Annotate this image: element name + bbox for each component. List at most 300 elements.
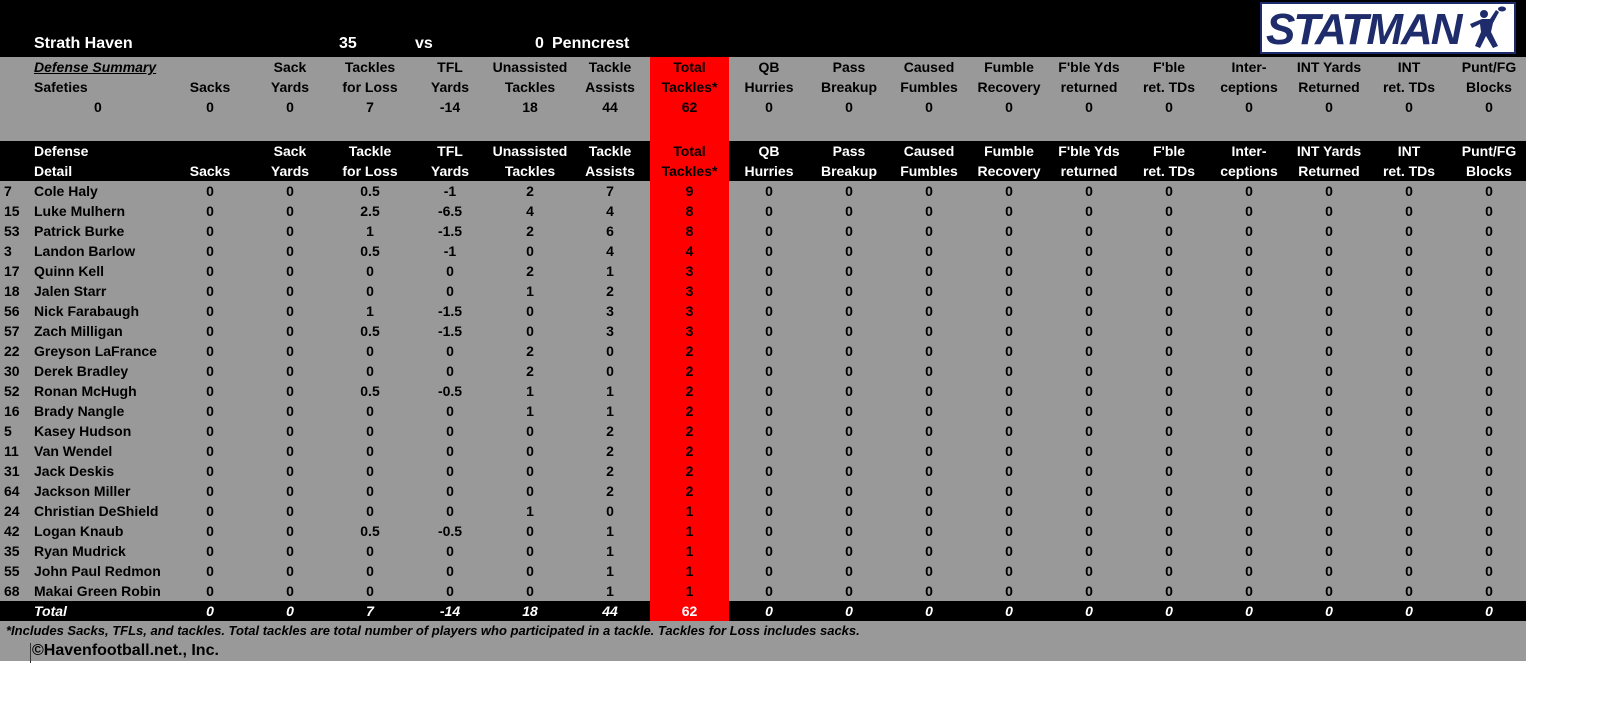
summary-header-bottom-14: Returned [1298, 79, 1360, 95]
player-stat-6: 1 [650, 501, 729, 521]
player-stat-15: 0 [1405, 403, 1413, 419]
player-stat-7: 0 [765, 463, 773, 479]
player-number: 57 [4, 323, 20, 339]
player-stat-14: 0 [1325, 383, 1333, 399]
vs-label: vs [415, 35, 433, 52]
player-stat-5: 4 [606, 203, 614, 219]
player-number: 64 [4, 483, 20, 499]
player-stat-12: 0 [1165, 463, 1173, 479]
player-stat-12: 0 [1165, 583, 1173, 599]
player-stat-5: 2 [606, 283, 614, 299]
summary-value-13: 0 [1245, 99, 1253, 115]
player-stat-1: 0 [286, 383, 294, 399]
player-stat-0: 0 [206, 203, 214, 219]
summary-header-top-12: F'ble [1152, 59, 1186, 75]
player-stat-16: 0 [1485, 263, 1493, 279]
player-stat-16: 0 [1485, 563, 1493, 579]
player-name: Nick Farabaugh [34, 303, 140, 319]
quarterback-icon [1470, 7, 1506, 49]
player-stat-11: 0 [1085, 283, 1093, 299]
player-stat-15: 0 [1405, 203, 1413, 219]
player-stat-1: 0 [286, 483, 294, 499]
player-stat-0: 0 [206, 523, 214, 539]
player-stat-8: 0 [845, 183, 853, 199]
player-stat-16: 0 [1485, 443, 1493, 459]
player-stat-11: 0 [1085, 203, 1093, 219]
detail-header-top-6: Total [650, 141, 729, 161]
player-stat-16: 0 [1485, 423, 1493, 439]
player-stat-0: 0 [206, 323, 214, 339]
player-number: 30 [4, 363, 20, 379]
summary-header-top-13: Inter- [1231, 59, 1267, 75]
copyright: ©Havenfootball.net., Inc. [0, 641, 1526, 661]
player-stat-14: 0 [1325, 323, 1333, 339]
player-stat-6: 1 [650, 521, 729, 541]
player-stat-13: 0 [1245, 403, 1253, 419]
player-stat-8: 0 [845, 263, 853, 279]
detail-header-bottom-0: Sacks [189, 163, 231, 179]
player-stat-4: 1 [526, 283, 534, 299]
player-stat-7: 0 [765, 443, 773, 459]
player-number: 11 [4, 443, 19, 459]
player-stat-0: 0 [206, 443, 214, 459]
player-stat-11: 0 [1085, 343, 1093, 359]
player-stat-0: 0 [206, 183, 214, 199]
statman-logo [1260, 2, 1516, 54]
player-stat-7: 0 [765, 263, 773, 279]
player-stat-9: 0 [925, 303, 933, 319]
summary-header-bottom-16: Blocks [1466, 79, 1512, 95]
player-stat-2: 0 [366, 463, 374, 479]
player-stat-9: 0 [925, 263, 933, 279]
player-stat-13: 0 [1245, 503, 1253, 519]
detail-header-top-3: TFL [437, 143, 463, 159]
player-stat-9: 0 [925, 563, 933, 579]
player-stat-4: 2 [526, 363, 534, 379]
player-stat-13: 0 [1245, 283, 1253, 299]
total-value-8: 0 [845, 603, 853, 619]
player-stat-0: 0 [206, 303, 214, 319]
player-stat-6: 4 [650, 241, 729, 261]
player-name: Brady Nangle [34, 403, 125, 419]
player-stat-2: 0.5 [360, 323, 380, 339]
player-stat-11: 0 [1085, 263, 1093, 279]
player-stat-12: 0 [1165, 563, 1173, 579]
summary-value-12: 0 [1165, 99, 1173, 115]
player-stat-1: 0 [286, 543, 294, 559]
player-name: Logan Knaub [34, 523, 124, 539]
summary-header-bottom-9: Fumbles [900, 79, 958, 95]
player-stat-10: 0 [1005, 543, 1013, 559]
player-stat-5: 3 [606, 303, 614, 319]
player-stat-12: 0 [1165, 403, 1173, 419]
player-stat-5: 4 [606, 243, 614, 259]
player-number: 3 [4, 243, 12, 259]
player-stat-3: -6.5 [437, 203, 463, 219]
player-stat-2: 0.5 [360, 243, 380, 259]
player-stat-1: 0 [286, 203, 294, 219]
player-stat-10: 0 [1005, 443, 1013, 459]
player-stat-2: 0.5 [360, 383, 380, 399]
summary-value-2: 7 [366, 99, 374, 115]
table-row [0, 301, 1526, 321]
table-row [0, 441, 1526, 461]
player-stat-13: 0 [1245, 303, 1253, 319]
player-table [0, 181, 1526, 601]
player-stat-15: 0 [1405, 463, 1413, 479]
player-stat-5: 1 [606, 543, 614, 559]
player-stat-5: 0 [606, 503, 614, 519]
player-stat-12: 0 [1165, 343, 1173, 359]
detail-header-top-7: QB [758, 143, 780, 159]
summary-value-14: 0 [1325, 99, 1333, 115]
player-stat-6: 2 [650, 441, 729, 461]
table-row [0, 221, 1526, 241]
player-stat-4: 0 [526, 323, 534, 339]
player-stat-4: 0 [526, 303, 534, 319]
player-stat-12: 0 [1165, 423, 1173, 439]
table-row [0, 521, 1526, 541]
player-stat-7: 0 [765, 343, 773, 359]
player-stat-1: 0 [286, 503, 294, 519]
player-stat-3: 0 [446, 403, 454, 419]
detail-header-top-9: Caused [903, 143, 955, 159]
player-stat-3: 0 [446, 363, 454, 379]
player-name: Patrick Burke [34, 223, 125, 239]
player-name: Jack Deskis [34, 463, 115, 479]
player-stat-9: 0 [925, 523, 933, 539]
player-stat-5: 1 [606, 583, 614, 599]
table-row [0, 381, 1526, 401]
player-stat-8: 0 [845, 283, 853, 299]
player-stat-3: 0 [446, 423, 454, 439]
player-stat-11: 0 [1085, 483, 1093, 499]
table-row [0, 421, 1526, 441]
player-name: Cole Haly [34, 183, 98, 199]
total-value-10: 0 [1005, 603, 1013, 619]
total-value-7: 0 [765, 603, 773, 619]
player-name: Kasey Hudson [34, 423, 132, 439]
player-stat-3: -1 [443, 183, 457, 199]
player-stat-4: 0 [526, 583, 534, 599]
summary-header-top-5: Tackle [588, 59, 632, 75]
player-stat-16: 0 [1485, 203, 1493, 219]
player-stat-8: 0 [845, 303, 853, 319]
summary-header-bottom-8: Breakup [820, 79, 878, 95]
total-value-0: 0 [206, 603, 214, 619]
summary-value-7: 0 [765, 99, 773, 115]
player-stat-12: 0 [1165, 483, 1173, 499]
player-stat-8: 0 [845, 403, 853, 419]
total-value-14: 0 [1325, 603, 1333, 619]
player-stat-9: 0 [925, 423, 933, 439]
player-stat-2: 0 [366, 363, 374, 379]
player-stat-9: 0 [925, 343, 933, 359]
player-stat-2: 0 [366, 403, 374, 419]
player-name: Van Wendel [34, 443, 113, 459]
player-stat-7: 0 [765, 363, 773, 379]
player-stat-3: 0 [446, 583, 454, 599]
table-row [0, 321, 1526, 341]
detail-header-bottom-6: Tackles* [650, 161, 729, 181]
player-stat-14: 0 [1325, 523, 1333, 539]
player-stat-0: 0 [206, 423, 214, 439]
player-stat-2: 0.5 [360, 523, 380, 539]
player-stat-11: 0 [1085, 583, 1093, 599]
summary-header-bottom [0, 77, 1526, 97]
player-number: 7 [4, 183, 12, 199]
player-stat-13: 0 [1245, 523, 1253, 539]
player-stat-11: 0 [1085, 463, 1093, 479]
player-stat-6: 3 [650, 261, 729, 281]
player-stat-5: 1 [606, 403, 614, 419]
player-stat-9: 0 [925, 183, 933, 199]
player-name: Quinn Kell [34, 263, 104, 279]
detail-header-bottom-9: Fumbles [900, 163, 958, 179]
player-stat-10: 0 [1005, 243, 1013, 259]
player-stat-3: -0.5 [437, 523, 463, 539]
player-stat-14: 0 [1325, 563, 1333, 579]
summary-header-top-7: QB [758, 59, 780, 75]
summary-header-bottom-0: Sacks [189, 79, 231, 95]
player-stat-1: 0 [286, 183, 294, 199]
player-stat-6: 2 [650, 381, 729, 401]
player-stat-4: 0 [526, 543, 534, 559]
player-stat-14: 0 [1325, 283, 1333, 299]
player-stat-10: 0 [1005, 323, 1013, 339]
player-stat-6: 1 [650, 581, 729, 601]
away-team: Penncrest [552, 35, 630, 52]
player-stat-14: 0 [1325, 183, 1333, 199]
summary-header-top-6: Total [650, 57, 729, 77]
player-stat-9: 0 [925, 383, 933, 399]
player-stat-5: 6 [606, 223, 614, 239]
summary-header-top-1: Sack [273, 59, 307, 75]
player-stat-5: 0 [606, 363, 614, 379]
player-stat-10: 0 [1005, 303, 1013, 319]
player-stat-16: 0 [1485, 323, 1493, 339]
player-stat-8: 0 [845, 523, 853, 539]
spacer-row [0, 117, 1526, 141]
player-stat-12: 0 [1165, 363, 1173, 379]
player-stat-7: 0 [765, 203, 773, 219]
summary-header-bottom-7: Hurries [744, 79, 794, 95]
player-stat-1: 0 [286, 363, 294, 379]
player-stat-6: 8 [650, 221, 729, 241]
summary-header-top-3: TFL [437, 59, 463, 75]
summary-header-top-14: INT Yards [1296, 59, 1362, 75]
player-stat-0: 0 [206, 563, 214, 579]
table-row [0, 181, 1526, 201]
player-stat-7: 0 [765, 303, 773, 319]
player-stat-1: 0 [286, 323, 294, 339]
player-stat-4: 2 [526, 343, 534, 359]
player-stat-2: 0 [366, 583, 374, 599]
player-stat-7: 0 [765, 483, 773, 499]
player-stat-4: 0 [526, 523, 534, 539]
detail-header-top-15: INT [1397, 143, 1421, 159]
player-stat-8: 0 [845, 203, 853, 219]
detail-header-bottom-1: Yards [270, 163, 310, 179]
player-stat-13: 0 [1245, 203, 1253, 219]
player-stat-1: 0 [286, 403, 294, 419]
summary-value-5: 44 [602, 99, 618, 115]
player-stat-8: 0 [845, 323, 853, 339]
player-stat-8: 0 [845, 483, 853, 499]
summary-value-9: 0 [925, 99, 933, 115]
player-stat-5: 7 [606, 183, 614, 199]
detail-header-bottom-4: Tackles [504, 163, 556, 179]
player-stat-1: 0 [286, 463, 294, 479]
total-label: Total [34, 603, 67, 619]
detail-header-top-8: Pass [832, 143, 866, 159]
player-stat-9: 0 [925, 443, 933, 459]
player-stat-14: 0 [1325, 403, 1333, 419]
player-stat-3: 0 [446, 343, 454, 359]
player-stat-4: 0 [526, 463, 534, 479]
player-number: 35 [4, 543, 20, 559]
player-stat-0: 0 [206, 223, 214, 239]
player-stat-13: 0 [1245, 543, 1253, 559]
detail-header-top [0, 141, 1526, 161]
player-stat-11: 0 [1085, 223, 1093, 239]
player-stat-13: 0 [1245, 183, 1253, 199]
player-stat-4: 1 [526, 503, 534, 519]
player-stat-9: 0 [925, 363, 933, 379]
player-stat-11: 0 [1085, 303, 1093, 319]
player-number: 24 [4, 503, 20, 519]
player-name: John Paul Redmon [34, 563, 161, 579]
player-stat-4: 0 [526, 243, 534, 259]
player-stat-1: 0 [286, 263, 294, 279]
player-stat-15: 0 [1405, 443, 1413, 459]
summary-header-top-2: Tackles [344, 59, 396, 75]
table-row [0, 401, 1526, 421]
player-stat-16: 0 [1485, 223, 1493, 239]
home-team: Strath Haven [34, 35, 133, 52]
player-stat-14: 0 [1325, 203, 1333, 219]
table-row [0, 581, 1526, 601]
summary-header-bottom-12: ret. TDs [1142, 79, 1196, 95]
player-number: 18 [4, 283, 20, 299]
detail-header-bottom-3: Yards [430, 163, 470, 179]
player-name: Christian DeShield [34, 503, 159, 519]
player-stat-8: 0 [845, 543, 853, 559]
player-stat-3: -0.5 [437, 383, 463, 399]
safeties-label: Safeties [34, 79, 88, 95]
player-stat-10: 0 [1005, 403, 1013, 419]
player-stat-12: 0 [1165, 323, 1173, 339]
total-value-16: 0 [1485, 603, 1493, 619]
player-stat-3: 0 [446, 283, 454, 299]
player-stat-3: 0 [446, 483, 454, 499]
player-stat-6: 1 [650, 561, 729, 581]
player-stat-7: 0 [765, 583, 773, 599]
player-stat-14: 0 [1325, 503, 1333, 519]
player-stat-4: 2 [526, 183, 534, 199]
player-stat-11: 0 [1085, 363, 1093, 379]
player-stat-8: 0 [845, 443, 853, 459]
player-stat-3: 0 [446, 463, 454, 479]
summary-value-15: 0 [1405, 99, 1413, 115]
player-stat-7: 0 [765, 383, 773, 399]
player-stat-12: 0 [1165, 303, 1173, 319]
player-stat-8: 0 [845, 563, 853, 579]
player-stat-11: 0 [1085, 503, 1093, 519]
summary-values [0, 97, 1526, 117]
player-stat-10: 0 [1005, 583, 1013, 599]
summary-header-top-11: F'ble Yds [1058, 59, 1120, 75]
player-stat-10: 0 [1005, 383, 1013, 399]
summary-header-bottom-2: for Loss [342, 79, 398, 95]
summary-value-3: -14 [439, 99, 461, 115]
player-stat-8: 0 [845, 363, 853, 379]
table-row [0, 261, 1526, 281]
player-stat-1: 0 [286, 523, 294, 539]
detail-header-bottom-16: Blocks [1466, 163, 1512, 179]
summary-value-0: 0 [206, 99, 214, 115]
player-stat-14: 0 [1325, 343, 1333, 359]
player-stat-2: 0 [366, 563, 374, 579]
player-number: 22 [4, 343, 20, 359]
summary-header-top [0, 57, 1526, 77]
player-number: 5 [4, 423, 12, 439]
player-stat-1: 0 [286, 583, 294, 599]
player-stat-11: 0 [1085, 543, 1093, 559]
player-stat-14: 0 [1325, 583, 1333, 599]
player-stat-5: 2 [606, 463, 614, 479]
total-value-1: 0 [286, 603, 294, 619]
player-stat-13: 0 [1245, 383, 1253, 399]
player-stat-12: 0 [1165, 543, 1173, 559]
detail-header-bottom-2: for Loss [342, 163, 398, 179]
player-stat-15: 0 [1405, 183, 1413, 199]
summary-value-16: 0 [1485, 99, 1493, 115]
home-score: 35 [339, 35, 357, 52]
player-stat-10: 0 [1005, 483, 1013, 499]
summary-header-bottom-13: ceptions [1220, 79, 1278, 95]
summary-header-top-9: Caused [903, 59, 955, 75]
player-stat-6: 3 [650, 281, 729, 301]
detail-title-bottom: Detail [34, 163, 73, 179]
player-stat-6: 2 [650, 341, 729, 361]
player-stat-5: 3 [606, 323, 614, 339]
player-stat-2: 0 [366, 283, 374, 299]
player-stat-14: 0 [1325, 243, 1333, 259]
player-stat-15: 0 [1405, 343, 1413, 359]
player-name: Zach Milligan [34, 323, 123, 339]
player-stat-9: 0 [925, 483, 933, 499]
player-stat-2: 0 [366, 263, 374, 279]
player-name: Makai Green Robin [34, 583, 161, 599]
player-stat-15: 0 [1405, 483, 1413, 499]
player-stat-14: 0 [1325, 363, 1333, 379]
player-stat-8: 0 [845, 383, 853, 399]
table-row [0, 481, 1526, 501]
player-stat-0: 0 [206, 383, 214, 399]
summary-header-bottom-5: Assists [585, 79, 635, 95]
player-stat-8: 0 [845, 423, 853, 439]
detail-header-top-1: Sack [273, 143, 307, 159]
player-stat-15: 0 [1405, 543, 1413, 559]
player-stat-14: 0 [1325, 223, 1333, 239]
summary-header-top-4: Unassisted [492, 59, 568, 75]
total-value-2: 7 [366, 603, 374, 619]
player-stat-0: 0 [206, 543, 214, 559]
player-stat-10: 0 [1005, 503, 1013, 519]
player-stat-13: 0 [1245, 223, 1253, 239]
summary-value-10: 0 [1005, 99, 1013, 115]
